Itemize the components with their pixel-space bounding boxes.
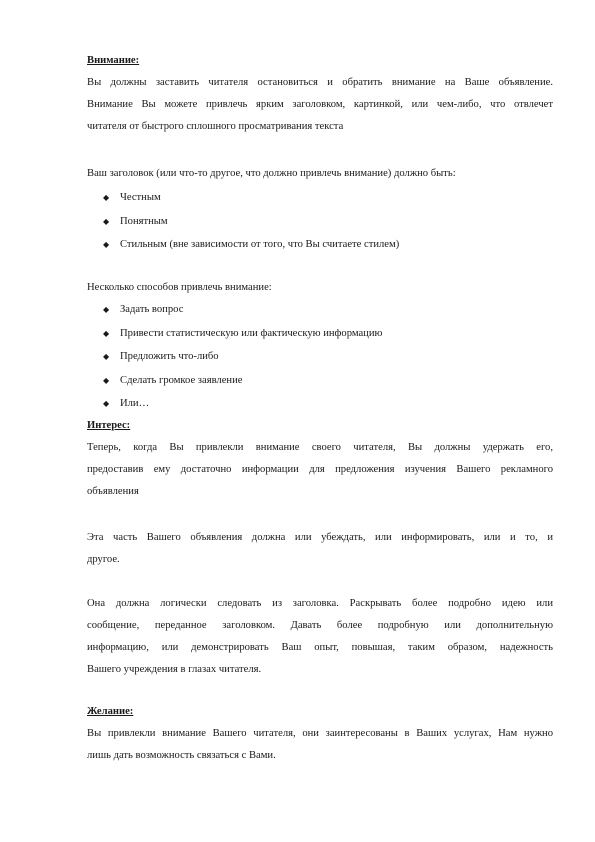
attention-paragraph-line: Вы должны заставить читателя остановиться и обратить внимание на Ваше объявление.: [87, 77, 553, 88]
diamond-bullet-icon: ◆: [103, 193, 110, 202]
list-item-text: Задать вопрос: [120, 304, 184, 315]
desire-paragraph-line: лишь дать возможность связаться с Вами.: [87, 750, 276, 761]
interest-paragraph-line: предоставив ему достаточно информации для предложения изучения Вашего рекламного: [87, 464, 553, 475]
interest-paragraph-line: Она должна логически следовать из заголовка. Раскрывать более подробно идею или: [87, 598, 553, 609]
list-item: [103, 346, 382, 370]
list-item-text: Честным: [120, 192, 161, 203]
list-item-text: Привести статистическую или фактическую информацию: [120, 327, 383, 339]
list-item: [103, 393, 382, 417]
diamond-bullet-icon: ◆: [103, 305, 110, 314]
diamond-bullet-icon: ◆: [103, 328, 110, 338]
attention-heading: Внимание:: [87, 55, 140, 66]
interest-paragraph-line: объявления: [87, 486, 139, 497]
attention-paragraph: [87, 72, 553, 138]
diamond-bullet-icon: ◆: [103, 399, 110, 408]
headline-bullet-list: [103, 187, 399, 258]
interest-paragraph-2: [87, 527, 553, 571]
ways-bullet-list: [103, 299, 382, 417]
diamond-bullet-icon: ◆: [103, 216, 110, 226]
interest-paragraph-1: [87, 437, 553, 503]
interest-paragraph-line: Теперь, когда Вы привлекли внимание своего читателя, Вы должны удержать его,: [87, 442, 553, 453]
attention-paragraph-line: читателя от быстрого сплошного просматривания текста: [87, 121, 344, 132]
list-item: [103, 323, 382, 347]
list-item-text: Стильным (вне зависимости от того, что Вы считаете стилем): [120, 239, 400, 250]
diamond-bullet-icon: ◆: [103, 375, 110, 385]
list-item: [103, 234, 399, 258]
ways-intro: Несколько способов привлечь внимание:: [87, 282, 272, 293]
list-item: [103, 211, 399, 235]
desire-paragraph-line: Вы привлекли внимание Вашего читателя, они заинтересованы в Ваших услугах, Нам нужно: [87, 728, 553, 739]
interest-paragraph-line: информацию, или демонстрировать Ваш опыт, повышая, таким образом, надежность: [87, 642, 553, 653]
list-item-text: Сделать громкое заявление: [120, 374, 243, 386]
interest-paragraph-3: [87, 593, 553, 681]
list-item-text: Или…: [120, 398, 150, 409]
interest-heading: Интерес:: [87, 420, 131, 431]
interest-paragraph-line: Вашего учреждения в глазах читателя.: [87, 664, 262, 675]
list-item: [103, 187, 399, 211]
list-item-text: Предложить что-либо: [120, 351, 219, 362]
list-item: [103, 299, 382, 323]
headline-intro: Ваш заголовок (или что-то другое, что должно привлечь внимание) должно быть:: [87, 168, 456, 179]
list-item-text: Понятным: [120, 215, 168, 227]
interest-paragraph-line: Эта часть Вашего объявления должна или убеждать, или информировать, или и то, и: [87, 532, 553, 543]
desire-heading: Желание:: [87, 706, 134, 717]
interest-paragraph-line: другое.: [87, 554, 120, 565]
attention-paragraph-line: Внимание Вы можете привлечь ярким заголовком, картинкой, или чем-либо, что отвлечет: [87, 99, 553, 110]
desire-paragraph: [87, 723, 553, 767]
diamond-bullet-icon: ◆: [103, 352, 110, 361]
interest-paragraph-line: сообщение, переданное заголовком. Давать более подробную или дополнительную: [87, 620, 553, 631]
diamond-bullet-icon: ◆: [103, 240, 110, 249]
list-item: [103, 370, 382, 394]
